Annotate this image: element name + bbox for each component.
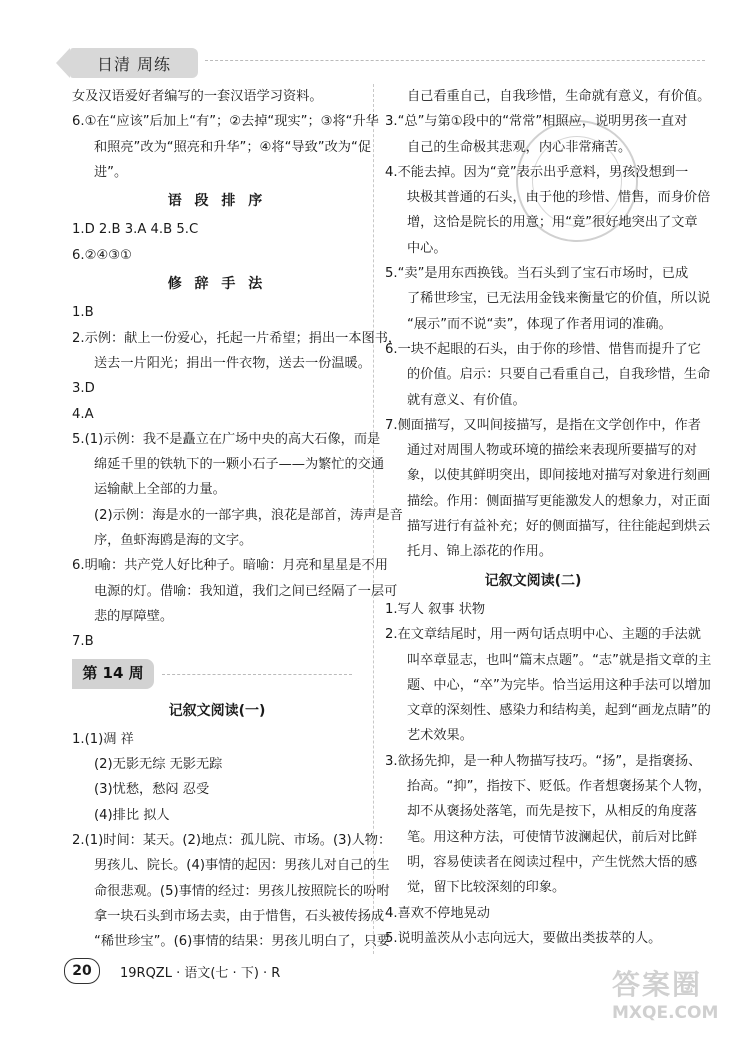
answer-line: 2.示例：献上一份爱心，托起一片希望；捐出一本图书， [72,330,402,346]
answer-line: (4)排比 拟人 [94,807,170,823]
answer-line: 7.B [72,634,94,650]
answer-line: 1.写人 叙事 状物 [385,601,486,617]
answer-line: (2)无影无综 无影无踪 [94,757,223,773]
answer-line: 通过对周围人物或环境的描绘来表现所要描写的对 [407,443,698,459]
answer-line: (3)忧愁，愁闷 忍受 [94,782,210,798]
answer-line: 命很悲观。(5)事情的经过：男孩儿按照院长的吩咐 [94,883,390,899]
answer-line: 7.侧面描写，又叫间接描写，是指在文学创作中，作者 [385,417,701,433]
answer-line: 3.“总”与第①段中的“常常”相照应，说明男孩一直对 [385,114,688,130]
answer-line: 5.说明盖茨从小志向远大，要做出类拔萃的人。 [385,930,662,946]
answer-line: 却不从褒扬处落笔，而先是按下，从相反的角度落 [407,804,698,820]
answer-line: 4.不能去掉。因为“竟”表示出乎意料，男孩没想到一 [385,164,689,180]
answer-line: 运输献上全部的力量。 [94,482,226,498]
left-column [72,84,403,955]
answer-line: 觉，留下比较深刻的印象。 [407,880,566,896]
week-divider [162,674,352,675]
answer-line: 6.明喻：共产党人好比种子。暗喻：月亮和星星是不用 [72,558,388,574]
answer-line: 自己的生命极其悲观，内心非常痛苦。 [407,139,632,155]
answer-line: 3.D [72,381,95,397]
answer-line: 描绘。作用：侧面描写更能激发人的想象力，对正面 [407,493,711,509]
answer-line: 叫卒章显志，也叫“篇末点题”。“志”就是指文章的主 [407,652,712,668]
right-column [385,84,712,951]
watermark-bottom: MXQE.COM [612,1003,719,1023]
book-code: 19RQZL · 语文(七 · 下) · R [120,965,281,981]
answer-line: 3.欲扬先抑，是一种人物描写技巧。“扬”，是指褒扬、 [385,753,702,769]
answer-line: 文章的深刻性、感染力和结构美，起到“画龙点睛”的 [407,703,711,719]
section-title-narrative-1: 记叙文阅读(一) [168,702,266,719]
header-tag [70,48,198,78]
answer-line: 序，鱼虾海鸥是海的文字。 [94,533,253,549]
watermark-top: 答案圈 [612,968,703,1001]
answer-line: 托月、锦上添花的作用。 [407,544,553,560]
answer-line: 明，容易使读者在阅读过程中，产生恍然大悟的感 [407,854,698,870]
answer-line: 5.“卖”是用东西换钱。当石头到了宝石市场时，已成 [385,266,689,282]
answer-line: 悲的厚障壁。 [94,608,174,624]
answer-line: 进”。 [94,164,128,180]
answer-line: 男孩儿、院长。(4)事情的起因：男孩儿对自己的生 [94,858,390,874]
answer-line: 6.②④③① [72,247,132,263]
week-label: 第 14 周 [72,659,154,689]
answer-line: 2.(1)时间：某天。(2)地点：孤儿院、市场。(3)人物： [72,833,392,849]
answer-line: 自己看重自己，自我珍惜，生命就有意义，有价值。 [407,89,711,104]
answer-line: 4.A [72,406,94,422]
answer-line: 送去一片阳光；捐出一件衣物，送去一份温暖。 [94,355,371,371]
answer-line: 6.①在“应该”后加上“有”；②去掉“现实”；③将“升华 [72,114,379,130]
answer-line: “展示”而不说“卖”，体现了作者用词的准确。 [407,316,672,332]
watermark-logo [612,968,732,1038]
answer-line: 1.D 2.B 3.A 4.B 5.C [72,222,199,238]
week-banner [72,659,362,689]
answer-line: “稀世珍宝”。(6)事情的结果：男孩儿明白了，只要 [94,934,391,950]
answer-line: 就有意义、有价值。 [407,392,526,408]
header-divider [205,60,705,61]
answer-line: 了稀世珍宝，已无法用金钱来衡量它的价值，所以说 [407,291,711,307]
answer-line: 4.喜欢不停地晃动 [385,905,490,921]
answer-line: 电源的灯。借喻：我知道，我们之间已经隔了一层可 [94,583,398,599]
section-title-rhetoric: 修 辞 手 法 [167,276,267,293]
footer [64,958,280,984]
section-title-narrative-2: 记叙文阅读(二) [484,572,582,589]
answer-line: 2.在文章结尾时，用一两句话点明中心、主题的手法就 [385,627,701,643]
answer-line: 1.(1)凋 祥 [72,731,134,747]
answer-line: 抬高。“抑”，指按下、贬低。作者想褒扬某个人物， [407,779,711,795]
answer-line: 的价值。启示：只要自己看重自己，自我珍惜，生命 [407,367,711,383]
answer-line: (2)示例：海是水的一部字典，浪花是部首，涛声是音 [94,507,403,523]
page-number: 20 [64,958,100,984]
answer-line: 块极其普通的石头，由于他的珍惜、惜售，而身价倍 [407,190,711,206]
answer-line: 1.B [72,305,94,321]
answer-line: 笔。用这种方法，可使情节波澜起伏，前后对比鲜 [407,829,698,845]
answer-line: 拿一块石头到市场去卖，由于惜售，石头被传扬成 [94,908,385,924]
answer-line: 艺术效果。 [407,728,473,744]
answer-line: 5.(1)示例：我不是矗立在广场中央的高大石像，而是 [72,431,381,447]
answer-line: 女及汉语爱好者编写的一套汉语学习资料。 [72,89,323,104]
header-tag-text: 日清 周练 [96,54,172,74]
answer-line: 增，这恰是院长的用意；用“竟”很好地突出了文章 [407,215,698,231]
answer-line: 绵延千里的铁轨下的一颗小石子——为繁忙的交通 [94,457,385,473]
answer-line: 6.一块不起眼的石头，由于你的珍惜、惜售而提升了它 [385,341,701,357]
answer-line: 象，以使其鲜明突出，即间接地对描写对象进行刻画 [407,468,711,484]
answer-line: 和照亮”改为“照亮和升华”；④将“导致”改为“促 [94,139,372,155]
answer-line: 题、中心，“卒”为完毕。恰当运用这种手法可以增加 [407,677,711,693]
answer-line: 中心。 [407,240,447,256]
answer-line: 描写进行有益补充；好的侧面描写，往往能起到烘云 [407,519,711,535]
section-title-ordering: 语 段 排 序 [167,193,267,210]
